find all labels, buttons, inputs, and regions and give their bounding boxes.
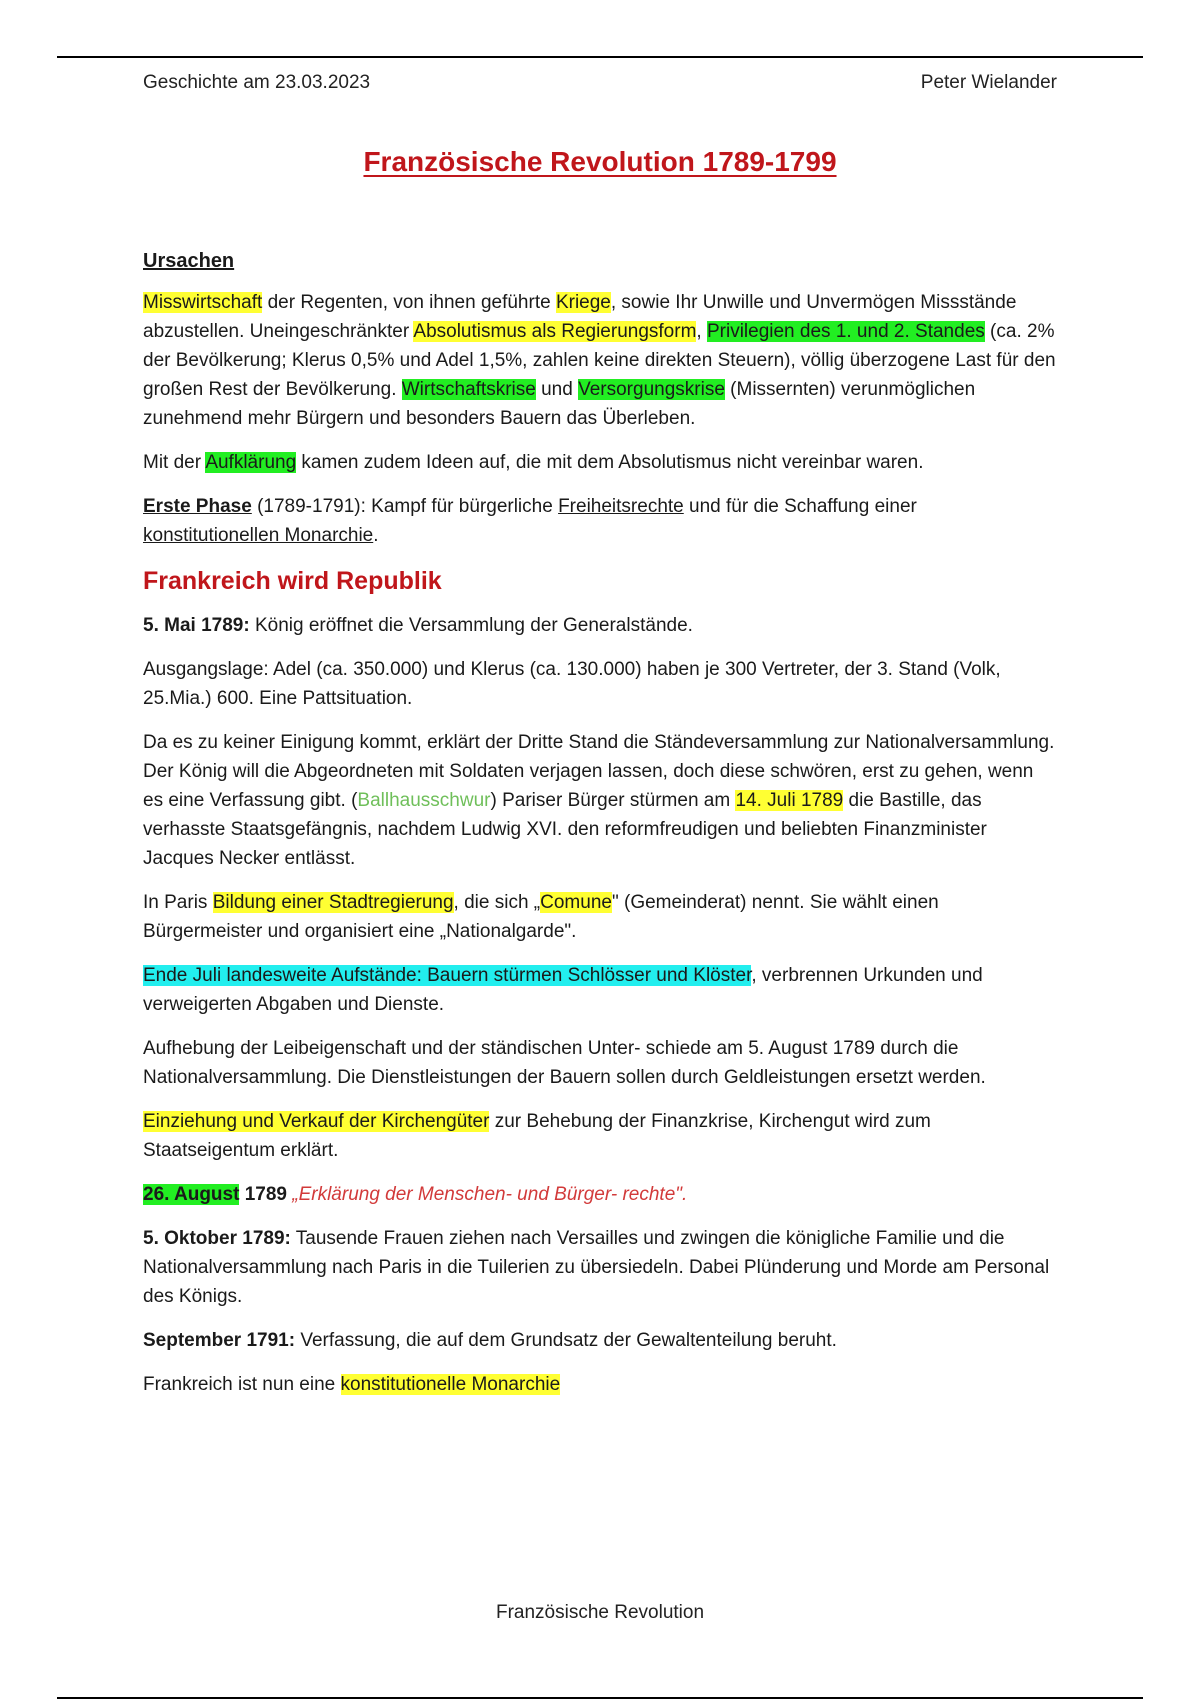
- underlined-monarchie: konstitutionellen Monarchie: [143, 525, 374, 546]
- text: , sowie Ihr Unwille und Unvermögen Missstände abzustellen. Uneingeschränkter: [143, 292, 1017, 342]
- date-label: September 1791:: [143, 1330, 296, 1351]
- highlight-kirchengueter: Einziehung und Verkauf der Kirchengüter: [143, 1111, 490, 1132]
- document-title: Französische Revolution 1789-1799: [363, 146, 837, 177]
- section-heading-ursachen: Ursachen: [143, 250, 235, 272]
- paragraph-konstitutionelle-monarchie: [143, 1370, 1058, 1399]
- quote-menschenrechte: „Erklärung der Menschen- und Bürger- rechte".: [292, 1184, 688, 1205]
- text: ,: [696, 321, 707, 342]
- text: .: [373, 525, 379, 546]
- text: Mit der: [143, 452, 206, 473]
- text: Da es zu keiner Einigung kommt, erklärt der Dritte Stand die Ständeversammlung zur Nationalversammlung. Der König will die Abgeordneten mit Soldaten verjagen lassen, doch diese schwören, erst zu gehen, wenn es eine Verfassung gibt. (: [143, 732, 1055, 811]
- term-ballhausschwur: Ballhausschwur: [357, 790, 491, 811]
- highlight-14-juli: 14. Juli 1789: [735, 790, 844, 811]
- paragraph-comune: [143, 888, 1058, 946]
- highlight-privilegien: Privilegien des 1. und 2. Standes: [706, 321, 985, 342]
- text: und für die Schaffung einer: [683, 496, 917, 517]
- paragraph-ursachen-causes: [143, 288, 1058, 433]
- header-rule: [57, 56, 1143, 58]
- date-year: 1789: [239, 1184, 287, 1205]
- underlined-freiheitsrechte: Freiheitsrechte: [558, 496, 684, 517]
- highlight-26-august: 26. August: [143, 1184, 240, 1205]
- date-label: 5. Mai 1789:: [143, 615, 250, 636]
- header-author: Peter Wielander: [920, 72, 1057, 93]
- highlight-konstitutionelle-monarchie: konstitutionelle Monarchie: [340, 1374, 561, 1395]
- header-subject-date: Geschichte am 23.03.2023: [143, 72, 371, 93]
- text: , die sich „: [453, 892, 541, 913]
- section-heading-republik: Frankreich wird Republik: [143, 567, 442, 595]
- highlight-versorgungskrise: Versorgungskrise: [578, 379, 725, 400]
- paragraph-aufklaerung: [143, 448, 1058, 477]
- text: Frankreich ist nun eine: [143, 1374, 341, 1395]
- paragraph-verfassung: [143, 1326, 1058, 1355]
- text: " (Gemeinderat) nennt. Sie wählt einen Bürgermeister und organisiert eine „Nationalgarde".: [143, 892, 939, 942]
- highlight-absolutismus: Absolutismus als Regierungsform: [413, 321, 697, 342]
- text: In Paris: [143, 892, 213, 913]
- paragraph-leibeigenschaft: Aufhebung der Leibeigenschaft und der ständischen Unter- schiede am 5. August 1789 durch die Nationalversammlung. Die Dienstleistungen der Bauern sollen durch Geldleistungen ersetzt werden.: [143, 1038, 986, 1088]
- date-label: 5. Oktober 1789:: [143, 1228, 291, 1249]
- highlight-comune: Comune: [540, 892, 612, 913]
- paragraph-aufstaende: [143, 961, 1058, 1019]
- text: Verfassung, die auf dem Grundsatz der Gewaltenteilung beruht.: [295, 1330, 837, 1351]
- footer-rule: [57, 1697, 1143, 1699]
- highlight-kriege: Kriege: [555, 292, 611, 313]
- page-footer: Französische Revolution: [495, 1602, 705, 1623]
- document-body: [143, 246, 1058, 1414]
- text: (1789-1791): Kampf für bürgerliche: [251, 496, 559, 517]
- text: König eröffnet die Versammlung der Generalstände.: [249, 615, 693, 636]
- text: (ca. 2% der Bevölkerung; Klerus 0,5% und Adel 1,5%, zahlen keine direkten Steuern), völlig überzogene Last für den großen Rest der Bevölkerung.: [143, 321, 1056, 400]
- text: Tausende Frauen ziehen nach Versailles und zwingen die königliche Familie und die Nationalversammlung nach Paris in die Tuilerien zu übersiedeln. Dabei Plünderung und Morde am Personal des Königs.: [143, 1228, 1050, 1307]
- highlight-aufstaende: Ende Juli landesweite Aufstände: Bauern stürmen Schlösser und Klöster: [143, 965, 752, 986]
- label-erste-phase: Erste Phase: [143, 496, 252, 517]
- text: zur Behebung der Finanzkrise, Kirchengut wird zum Staatseigentum erklärt.: [143, 1111, 931, 1161]
- text: ) Pariser Bürger stürmen am: [490, 790, 736, 811]
- paragraph-5-oktober: [143, 1224, 1058, 1311]
- highlight-misswirtschaft: Misswirtschaft: [143, 292, 263, 313]
- paragraph-nationalversammlung: [143, 728, 1058, 873]
- text: , verbrennen Urkunden und verweigerten Abgaben und Dienste.: [143, 965, 983, 1015]
- highlight-aufklaerung: Aufklärung: [205, 452, 297, 473]
- paragraph-kirchengueter: [143, 1107, 1058, 1165]
- highlight-stadtregierung: Bildung einer Stadtregierung: [212, 892, 454, 913]
- paragraph-5-mai: [143, 611, 1058, 640]
- paragraph-ausgangslage: Ausgangslage: Adel (ca. 350.000) und Klerus (ca. 130.000) haben je 300 Vertreter, der 3. Stand (Volk, 25.Mia.) 600. Eine Pattsituation.: [143, 659, 1001, 709]
- highlight-wirtschaftskrise: Wirtschaftskrise: [401, 379, 536, 400]
- paragraph-menschenrechte: [143, 1180, 1058, 1209]
- text: der Regenten, von ihnen geführte: [262, 292, 556, 313]
- paragraph-erste-phase: [143, 492, 1058, 550]
- text: und: [535, 379, 579, 400]
- text: (Missernten) verunmöglichen zunehmend mehr Bürgern und besonders Bauern das Überleben.: [143, 379, 976, 429]
- text: die Bastille, das verhasste Staatsgefängnis, nachdem Ludwig XVI. den reformfreudigen und beliebten Finanzminister Jacques Necker entlässt.: [143, 790, 987, 869]
- text: kamen zudem Ideen auf, die mit dem Absolutismus nicht vereinbar waren.: [296, 452, 924, 473]
